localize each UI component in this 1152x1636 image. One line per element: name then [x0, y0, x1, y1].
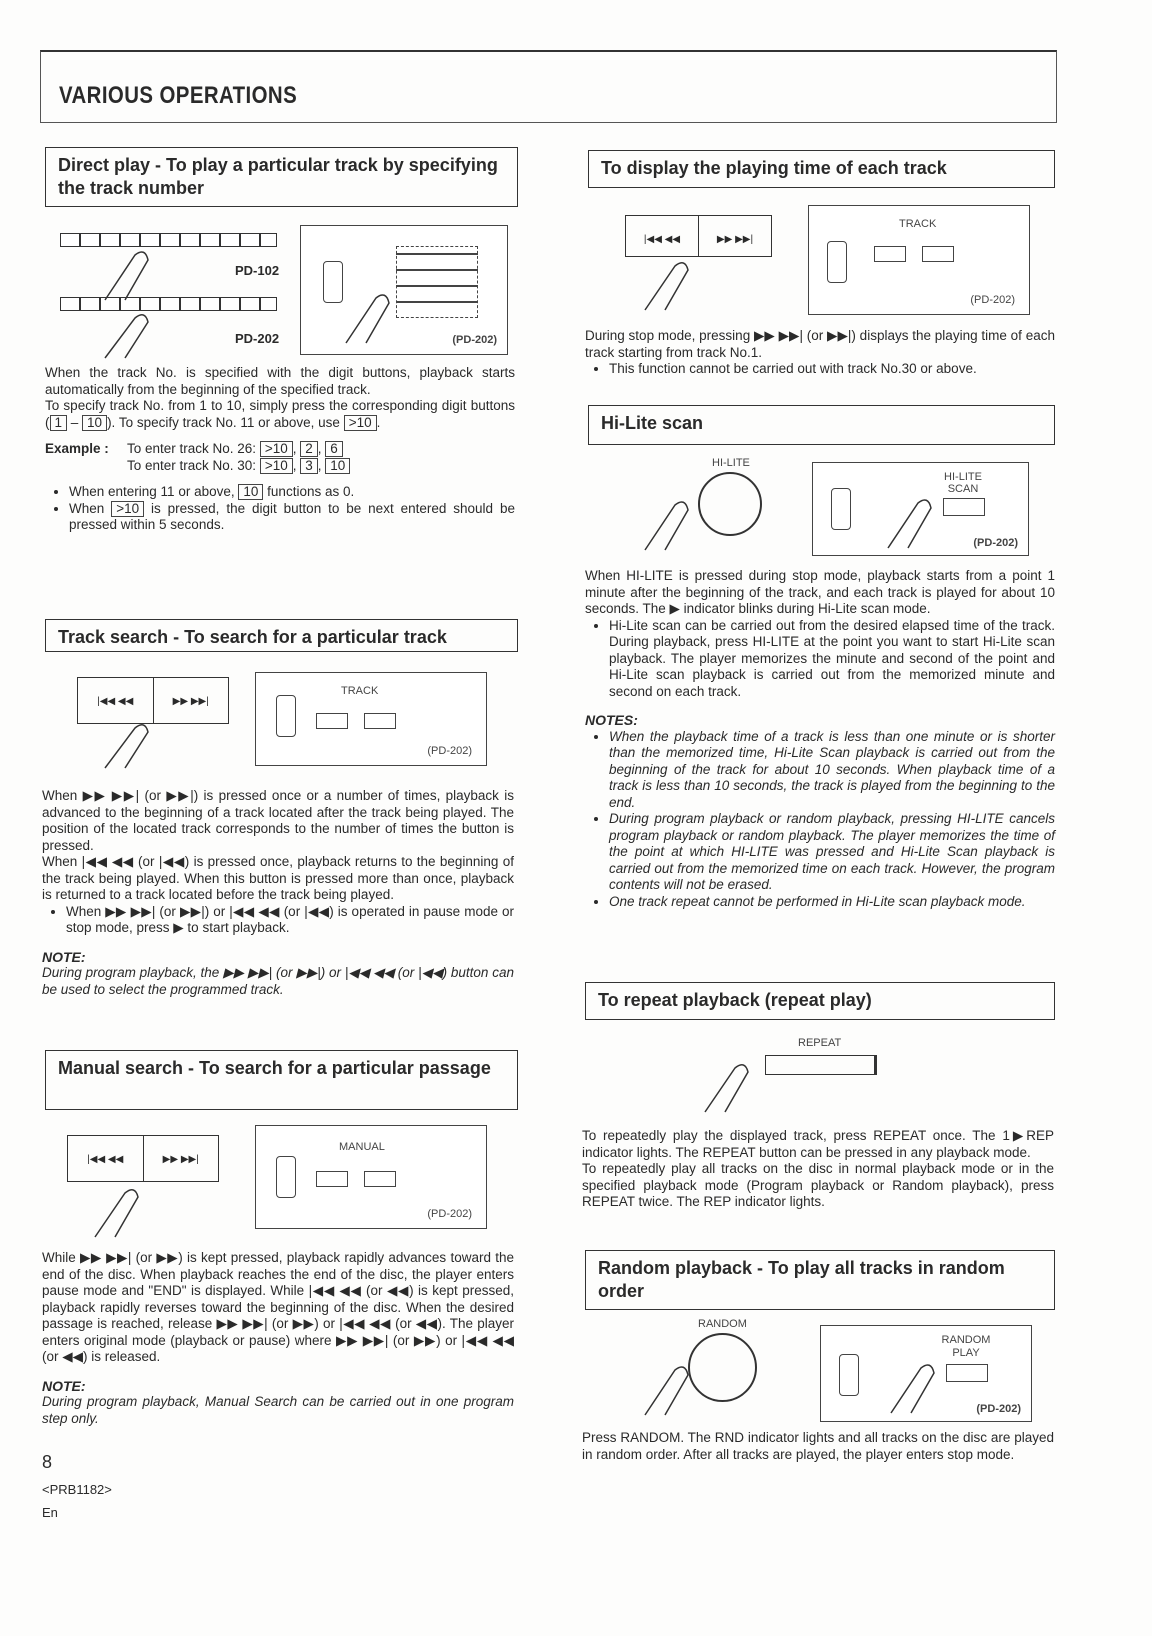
paragraph: When the track No. is specified with the digit buttons, playback starts automatically from the beginning of the specified track.: [45, 365, 515, 397]
language-code: En: [42, 1505, 58, 1520]
note-item: • One track repeat cannot be performed in Hi-Lite scan playback mode.: [609, 894, 1055, 911]
notes-label: NOTES:: [585, 712, 638, 728]
paragraph: When |◀◀ ◀◀ (or |◀◀) is pressed once, playback returns to the beginning of the track being played. When this button is pressed more than once, playback is returned to a track located before the track being played.: [42, 854, 514, 902]
remote-illustration: [820, 1325, 1032, 1422]
finger-icon: [90, 1185, 150, 1240]
finger-icon: [883, 493, 943, 553]
random-button-label: RANDOM: [698, 1318, 747, 1330]
finger-icon: [886, 1358, 946, 1418]
track-search-text: [42, 788, 514, 998]
page-title: VARIOUS OPERATIONS: [59, 82, 298, 109]
paragraph: When ▶▶ ▶▶| (or ▶▶|) is pressed once or a number of times, playback is advanced to the beginning of a track located after the track being played. The position of the located track corresponds to the number of times the button is pressed.: [42, 788, 514, 853]
repeat-button-label: REPEAT: [798, 1037, 842, 1049]
remote-model-label: (PD-202): [427, 1208, 472, 1220]
remote-model-label: (PD-202): [973, 537, 1018, 549]
finger-icon: [700, 1060, 760, 1115]
repeat-text: [582, 1128, 1054, 1211]
track-search-heading: Track search - To search for a particular track: [45, 619, 518, 652]
remote-title: MANUAL: [339, 1141, 385, 1153]
note-label: NOTE:: [42, 948, 86, 965]
remote-model-label: (PD-202): [452, 334, 497, 346]
hilite-button-label: HI-LITE: [712, 457, 750, 469]
next-key: ▶▶ ▶▶|: [716, 234, 754, 245]
note-item: • When the playback time of a track is less than one minute or is shorter than the memorized time, Hi-Lite Scan playback is carried out from the beginning of the track for about 10 seconds. When playback time of a track is less than 10 seconds, the track is played from the beginning to the end.: [609, 729, 1055, 812]
paragraph: To repeatedly play all tracks on the disc in normal playback mode or in the specified playback mode (Program playback or Random playback), press REPEAT twice. The REP indicator lights.: [582, 1161, 1054, 1209]
hilite-button-illustration: [698, 472, 762, 536]
remote-title: HI-LITE SCAN: [944, 471, 982, 495]
remote-illustration: [255, 672, 487, 766]
fwd-key: ▶▶ ▶▶|: [162, 1154, 199, 1165]
finger-icon: [100, 310, 160, 360]
playing-time-text: [585, 328, 1055, 378]
track-keys: [625, 215, 772, 257]
finger-icon: [341, 288, 401, 348]
manual-keys: [67, 1135, 219, 1182]
remote-illustration: [255, 1125, 487, 1229]
paragraph: Press RANDOM. The RND indicator lights and all tracks on the disc are played in random order. After all tracks are played, the player enters stop mode.: [582, 1430, 1054, 1462]
document-code: <PRB1182>: [42, 1482, 112, 1497]
note-text: During program playback, Manual Search can be carried out in one program step only.: [42, 1394, 514, 1426]
example: Example : To enter track No. 26: >10 , 2 , 6 To enter track No. 30: >10 , 3 , 10: [45, 441, 515, 474]
hilite-text: [585, 568, 1055, 910]
next-key: ▶▶ ▶▶|: [172, 696, 209, 707]
remote-model-label: (PD-202): [976, 1403, 1021, 1415]
remote-model-label: (PD-202): [970, 294, 1015, 306]
remote-title: TRACK: [341, 685, 379, 697]
note-item: • During program playback or random playback, pressing HI-LITE cancels program playback or random playback. The player memorizes the time of the point at which HI-LITE was pressed and Hi-Lite Scan playback is carried out from the memorized time on each track. However, the program contents will not be erased.: [609, 811, 1055, 894]
finger-icon: [640, 1360, 700, 1420]
random-heading: Random playback - To play all tracks in random order: [585, 1250, 1055, 1310]
hilite-heading: Hi-Lite scan: [588, 405, 1055, 445]
track-keys: [77, 677, 229, 724]
title-box: [40, 50, 1057, 123]
bullet: • Hi-Lite scan can be carried out from the desired elapsed time of the track. During playback, press HI-LITE at the point you want to start Hi-Lite scan playback. The player memorizes the minute and second of the point and Hi-Lite scan playback is carried out from the memorized minute and second on each track.: [609, 618, 1055, 701]
paragraph: When HI-LITE is pressed during stop mode, playback starts from a point 1 minute after the beginning of the track, and each track is played for about 10 seconds. The ▶ indicator blinks during Hi-Lite scan mode.: [585, 568, 1055, 616]
repeat-button-illustration: [765, 1055, 877, 1075]
direct-play-text: [45, 365, 515, 534]
remote-illustration: [300, 225, 508, 355]
remote-title: RANDOM PLAY: [941, 1334, 991, 1359]
finger-icon: [640, 495, 700, 555]
paragraph: To specify track No. from 1 to 10, simply press the corresponding digit buttons ( 1 – 10 ). To specify track No. 11 or above, use >10 .: [45, 398, 515, 430]
finger-icon: [640, 258, 700, 313]
remote-illustration: [808, 205, 1030, 315]
model-pd202: PD-202: [235, 331, 280, 346]
playing-time-heading: To display the playing time of each track: [588, 150, 1055, 188]
note-text: During program playback, the ▶▶ ▶▶| (or ▶▶|) or |◀◀ ◀◀ (or |◀◀) button can be used to select the programmed track.: [42, 965, 514, 997]
bullet: • When entering 11 or above, 10 functions as 0.: [69, 484, 515, 501]
repeat-heading: To repeat playback (repeat play): [585, 982, 1055, 1020]
remote-model-label: (PD-202): [427, 745, 472, 757]
digit-keys-illustration: [60, 225, 280, 355]
direct-play-heading: Direct play - To play a particular track by specifying the track number: [45, 147, 518, 207]
finger-icon: [100, 245, 160, 305]
remote-title: TRACK: [899, 218, 937, 230]
paragraph: To repeatedly play the displayed track, press REPEAT once. The 1▶REP indicator lights. The REPEAT button can be pressed in any playback mode.: [582, 1128, 1054, 1160]
bullet: • When >10 is pressed, the digit button to be next entered should be pressed within 5 seconds.: [69, 501, 515, 534]
random-text: [582, 1430, 1054, 1463]
prev-key: |◀◀ ◀◀: [626, 216, 699, 256]
manual-search-heading: Manual search - To search for a particular passage: [45, 1050, 518, 1110]
bullet: • This function cannot be carried out with track No.30 or above.: [609, 361, 1055, 378]
model-pd102: PD-102: [235, 263, 280, 278]
finger-icon: [100, 720, 160, 770]
rev-key: |◀◀ ◀◀: [68, 1136, 144, 1181]
prev-key: |◀◀ ◀◀: [78, 678, 154, 723]
remote-illustration: [812, 462, 1029, 556]
note-label: NOTE:: [42, 1377, 86, 1394]
paragraph: During stop mode, pressing ▶▶ ▶▶| (or ▶▶|) displays the playing time of each track starting from track No.1.: [585, 328, 1055, 360]
page-number: 8: [42, 1452, 53, 1472]
manual-search-text: [42, 1250, 514, 1427]
bullet: • When ▶▶ ▶▶| (or ▶▶|) or |◀◀ ◀◀ (or |◀◀) is operated in pause mode or stop mode, press ▶ to start playback.: [66, 904, 514, 937]
paragraph: While ▶▶ ▶▶| (or ▶▶) is kept pressed, playback rapidly advances toward the end of the disc. When playback reaches the end of the disc, the player enters pause mode and "END" is displayed. While |◀◀ ◀◀ (or ◀◀) is kept pressed, playback rapidly reverses toward the beginning of the disc. When the desired passage is reached, release ▶▶ ▶▶| (or ▶▶) or |◀◀ ◀◀ (or ◀◀). The player enters original mode (playback or pause) where ▶▶ ▶▶| (or ▶▶) or |◀◀ ◀◀ (or ◀◀) is released.: [42, 1250, 514, 1364]
